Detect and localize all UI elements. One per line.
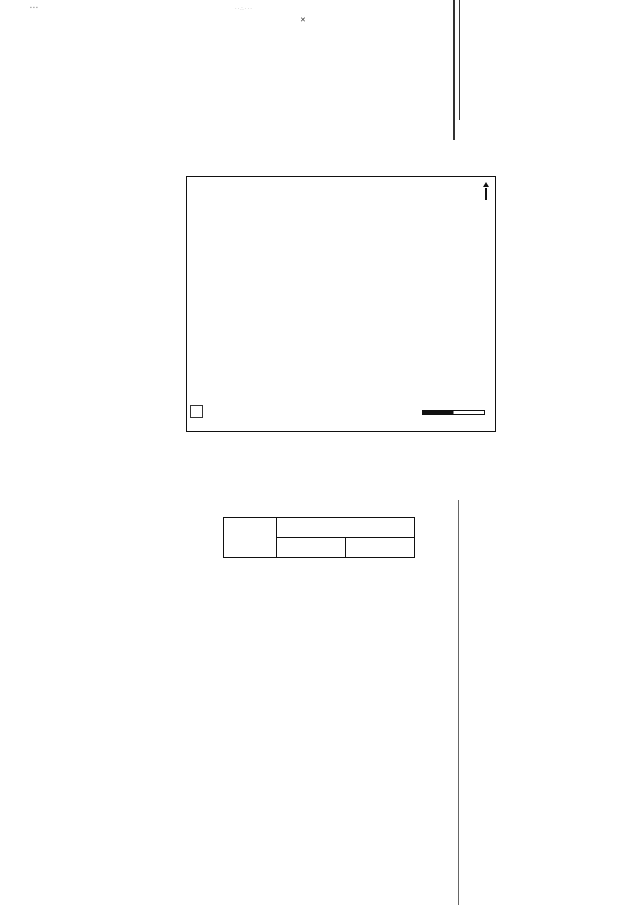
header-coords <box>277 518 415 538</box>
scan-artifact-line <box>459 0 460 120</box>
north-indicator <box>479 181 493 200</box>
scan-artifact-mark: ✕ <box>300 16 306 24</box>
scan-artifact-line <box>458 500 459 905</box>
coordinates-table <box>223 517 415 558</box>
section-paragraph <box>82 131 560 149</box>
header-lon <box>346 538 415 558</box>
section-text <box>82 131 560 149</box>
legend-swatch <box>190 405 203 418</box>
compass-stem <box>485 188 487 200</box>
north-arrow-icon <box>483 182 489 187</box>
boundary-map-svg <box>187 177 495 431</box>
scan-artifact-mark: · ∙ ∴ · ∙ · <box>235 7 252 12</box>
header-point <box>224 518 277 558</box>
scale-bar <box>422 410 485 415</box>
scan-artifact-mark: ▪ ▪ ▪ <box>30 6 38 11</box>
boundary-map <box>186 176 496 432</box>
scan-artifact-line <box>453 0 455 140</box>
header-lat <box>277 538 346 558</box>
